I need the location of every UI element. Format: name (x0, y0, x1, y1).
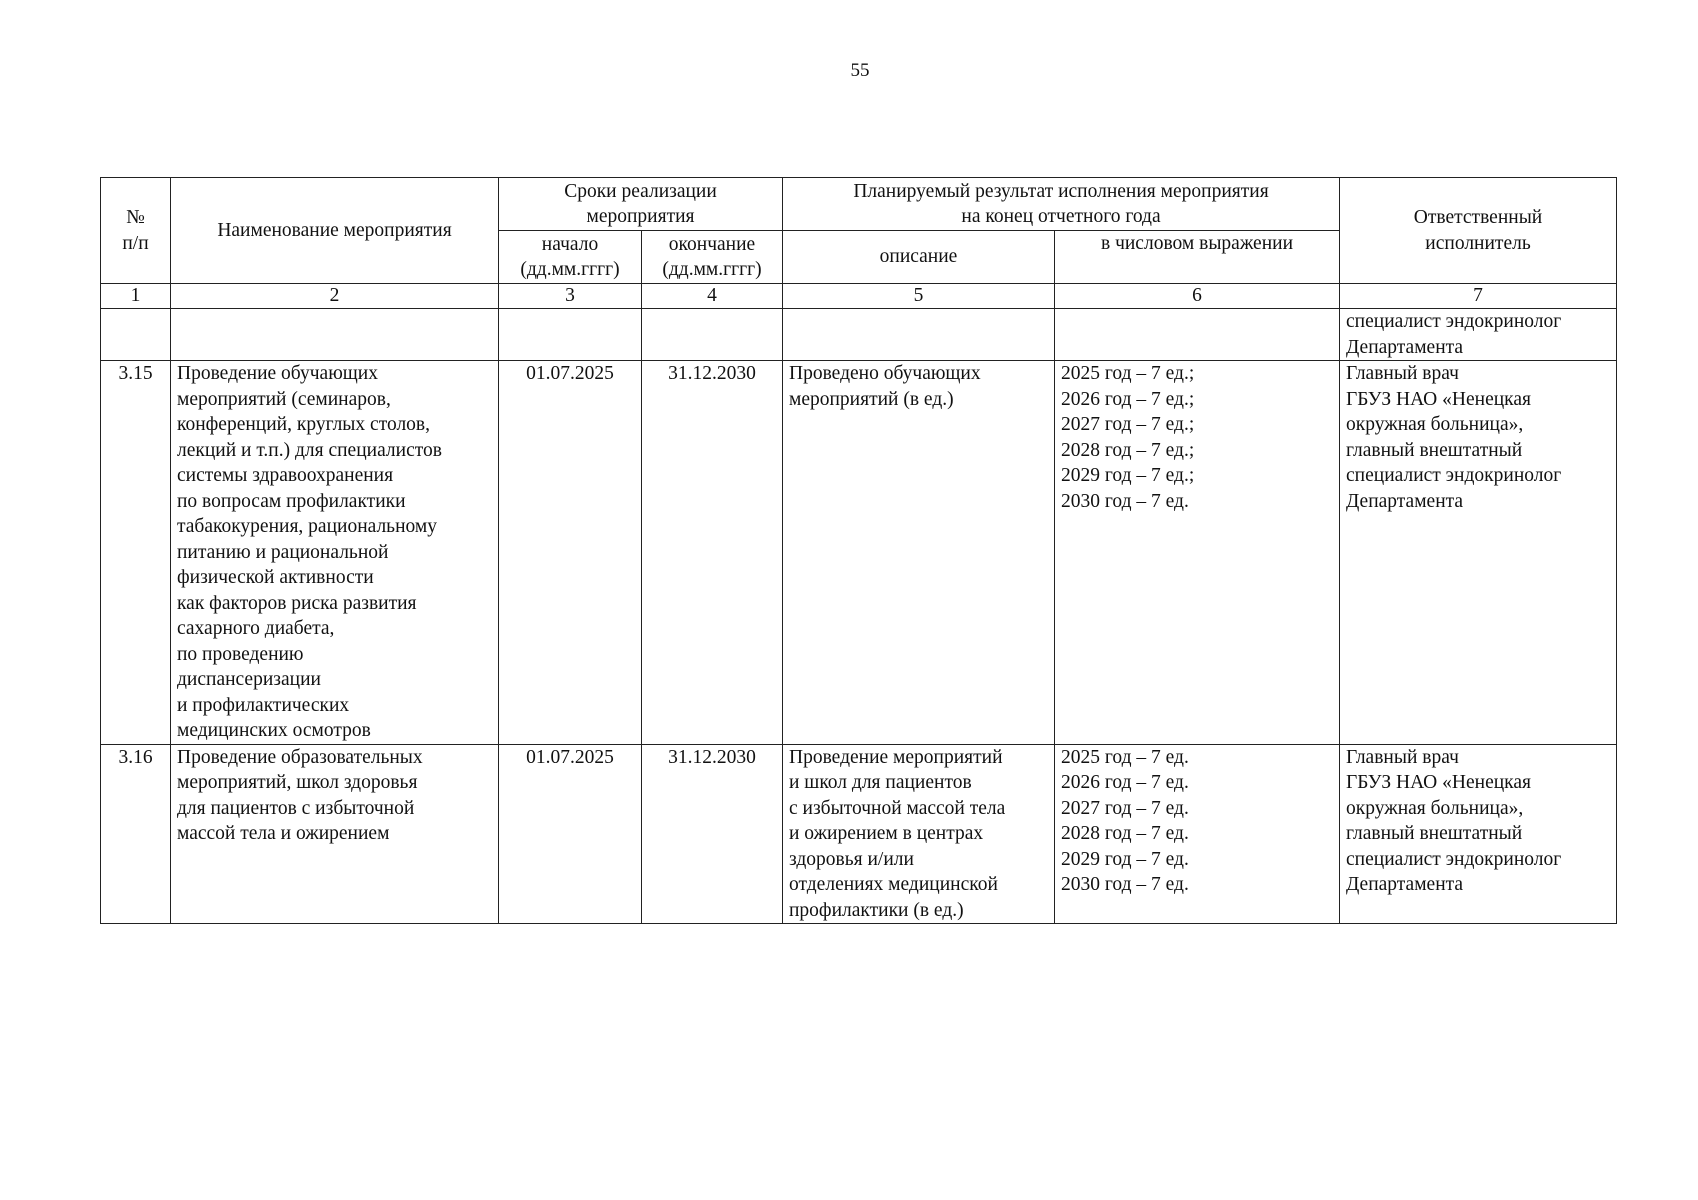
text-line: 2025 год – 7 ед. (1061, 746, 1189, 768)
continuation-cell (499, 309, 642, 361)
continuation-responsible (1340, 309, 1617, 361)
header-terms-line: Сроки реализации (564, 180, 717, 202)
text-line: отделениях медицинской (789, 874, 998, 895)
responsible-executor (1340, 361, 1617, 745)
text-line: диспансеризации (177, 669, 321, 690)
text-line: массой тела и ожирением (177, 823, 390, 844)
text-line: питанию и рациональной (177, 541, 389, 563)
text-line: Департамента (1346, 874, 1464, 895)
text-line: физической активности (177, 567, 374, 588)
text-line: 2028 год – 7 ед. (1061, 823, 1189, 844)
text-line: системы здравоохранения (177, 465, 394, 486)
result-numeric (1055, 744, 1340, 924)
continuation-cell (783, 309, 1055, 361)
activities-table (100, 177, 1617, 924)
text-line: мероприятий, школ здоровья (177, 772, 418, 793)
responsible-executor (1340, 744, 1617, 924)
result-description (783, 361, 1055, 745)
text-line: лекций и т.п.) для специалистов (177, 439, 442, 461)
header-end-line: окончание (668, 233, 756, 255)
text-line: 2030 год – 7 ед. (1061, 490, 1189, 512)
table-row (101, 361, 1617, 745)
text-line: 2026 год – 7 ед. (1061, 772, 1189, 793)
text-line: Главный врач (1346, 746, 1459, 768)
text-line: для пациентов с избыточной (177, 797, 415, 819)
text-line: здоровья и/или (789, 848, 914, 870)
column-number: 3 (499, 284, 642, 309)
header-terms (499, 178, 783, 231)
header-num-line: № (126, 207, 145, 228)
table-row (101, 744, 1617, 924)
header-name: Наименование мероприятия (171, 178, 499, 284)
header-num-line: п/п (122, 232, 149, 254)
header-responsible-line: исполнитель (1425, 232, 1531, 254)
row-number: 3.15 (101, 361, 171, 745)
text-line: Проведение мероприятий (789, 746, 1003, 768)
continuation-cell (642, 309, 783, 361)
header-terms-line: мероприятия (586, 206, 695, 227)
continuation-cell (1055, 309, 1340, 361)
header-numeric: в числовом выражении (1055, 231, 1340, 284)
header-result (783, 178, 1340, 231)
text-line: по вопросам профилактики (177, 490, 406, 512)
activity-name (171, 361, 499, 745)
text-line: и профилактических (177, 694, 350, 716)
text-line: 2029 год – 7 ед. (1061, 848, 1189, 870)
text-line: специалист эндокринолог (1346, 311, 1562, 332)
row-number: 3.16 (101, 744, 171, 924)
result-description (783, 744, 1055, 924)
result-numeric (1055, 361, 1340, 745)
text-line: Проведение образовательных (177, 746, 423, 768)
column-number: 6 (1055, 284, 1340, 309)
text-line: 2028 год – 7 ед.; (1061, 439, 1195, 461)
text-line: главный внештатный (1346, 439, 1523, 461)
text-line: конференций, круглых столов, (177, 414, 431, 435)
text-line: ГБУЗ НАО «Ненецкая (1346, 388, 1531, 410)
header-result-line: на конец отчетного года (961, 206, 1161, 227)
text-line: по проведению (177, 643, 304, 665)
text-line: медицинских осмотров (177, 720, 371, 741)
continuation-row (101, 309, 1617, 361)
text-line: Проведено обучающих (789, 363, 981, 384)
continuation-cell (171, 309, 499, 361)
page-number: 55 (850, 60, 870, 81)
text-line: мероприятий (семинаров, (177, 388, 391, 410)
text-line: профилактики (в ед.) (789, 899, 964, 921)
header-num (101, 178, 171, 284)
text-line: сахарного диабета, (177, 618, 335, 639)
text-line: 2030 год – 7 ед. (1061, 874, 1189, 895)
header-result-line: Планируемый результат исполнения мероприятия (853, 180, 1269, 202)
text-line: специалист эндокринолог (1346, 848, 1562, 870)
text-line: Главный врач (1346, 363, 1459, 384)
column-number: 5 (783, 284, 1055, 309)
header-end-line: (дд.мм.гггг) (662, 259, 762, 280)
header-end (642, 231, 783, 284)
text-line: Проведение обучающих (177, 363, 378, 384)
text-line: и школ для пациентов (789, 772, 972, 793)
text-line: мероприятий (в ед.) (789, 388, 954, 410)
text-line: Департамента (1346, 336, 1464, 358)
header-description: описание (783, 231, 1055, 284)
text-line: как факторов риска развития (177, 592, 417, 614)
end-date: 31.12.2030 (642, 361, 783, 745)
header-responsible-line: Ответственный (1413, 207, 1543, 228)
text-line: главный внештатный (1346, 823, 1523, 844)
text-line: 2025 год – 7 ед.; (1061, 363, 1195, 384)
text-line: 2027 год – 7 ед. (1061, 797, 1189, 819)
column-number: 4 (642, 284, 783, 309)
text-line: ГБУЗ НАО «Ненецкая (1346, 772, 1531, 793)
continuation-cell (101, 309, 171, 361)
header-start-line: (дд.мм.гггг) (520, 259, 620, 280)
end-date: 31.12.2030 (642, 744, 783, 924)
activity-name (171, 744, 499, 924)
text-line: 2029 год – 7 ед.; (1061, 465, 1195, 486)
column-numbers-row (101, 284, 1617, 309)
text-line: и ожирением в центрах (789, 823, 984, 844)
text-line: окружная больница», (1346, 797, 1524, 819)
text-line: 2026 год – 7 ед.; (1061, 388, 1195, 410)
start-date: 01.07.2025 (499, 744, 642, 924)
header-responsible (1340, 178, 1617, 284)
column-number: 7 (1340, 284, 1617, 309)
text-line: с избыточной массой тела (789, 797, 1006, 819)
start-date: 01.07.2025 (499, 361, 642, 745)
header-start (499, 231, 642, 284)
text-line: окружная больница», (1346, 414, 1524, 435)
header-start-line: начало (541, 233, 599, 255)
text-line: специалист эндокринолог (1346, 465, 1562, 486)
text-line: Департамента (1346, 490, 1464, 512)
column-number: 1 (101, 284, 171, 309)
text-line: 2027 год – 7 ед.; (1061, 414, 1195, 435)
column-number: 2 (171, 284, 499, 309)
text-line: табакокурения, рациональному (177, 516, 437, 537)
